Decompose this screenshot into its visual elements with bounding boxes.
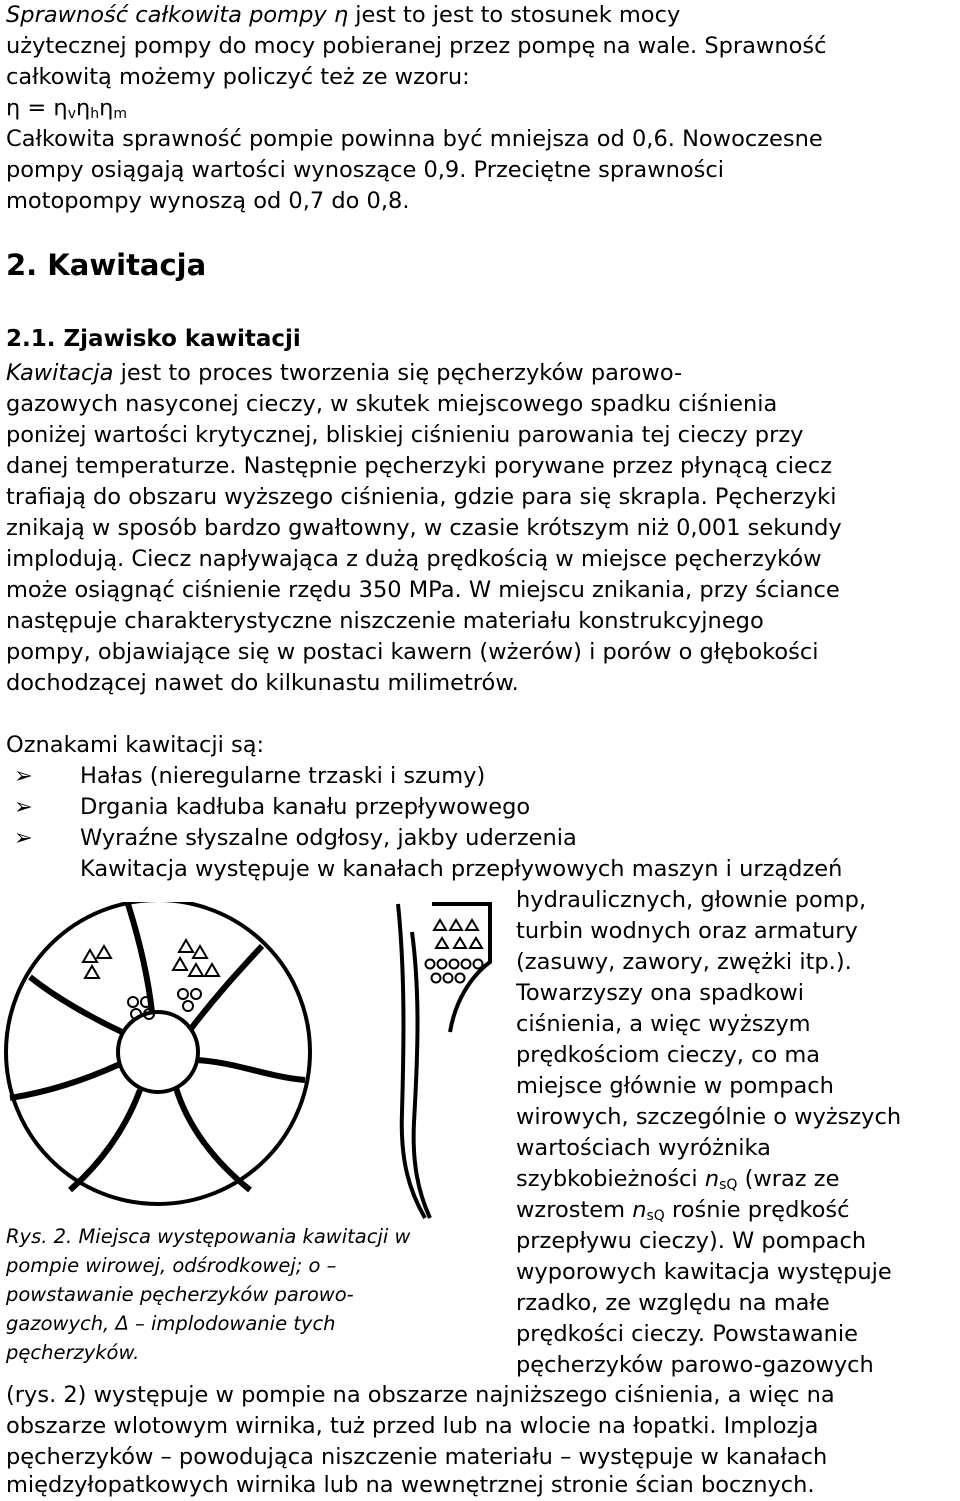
para2-full-4: międzyłopatkowych wirnika lub na wewnętrznej stronie ścian bocznych. — [6, 1472, 815, 1498]
term-kawitacja: Kawitacja — [6, 360, 114, 386]
implosion-triangle-icon — [450, 920, 462, 930]
para2-full-2: obszarze wlotowym wirnika, tuż przed lub na wlocie na łopatki. Implozja — [6, 1413, 819, 1439]
implosion-triangle-icon — [193, 946, 207, 958]
impeller-blade — [10, 1064, 120, 1098]
para1-line-10: pompy, objawiające się w postaci kawern (wżerów) i porów o głębokości — [6, 639, 819, 665]
intro-line-7: motopompy wynoszą od 0,7 do 0,8. — [6, 188, 410, 214]
implosion-triangle-icon — [466, 920, 478, 930]
figure-caption-line-4: gazowych, Δ – implodowanie tych — [6, 1312, 336, 1335]
para2-full-3: pęcherzyków – powodująca niszczenie materiału – występuje w kanałach — [6, 1444, 828, 1470]
sign-text: Drgania kadłuba kanału przepływowego — [80, 794, 531, 820]
implosion-triangle-icon — [179, 940, 193, 952]
figure-caption-line-5: pęcherzyków. — [6, 1341, 140, 1364]
text: szybkobieżności — [516, 1166, 705, 1192]
para2-right-6: prędkościom cieczy, co ma — [516, 1042, 821, 1068]
figure-caption-line-3: powstawanie pęcherzyków parowo- — [6, 1283, 354, 1306]
formula-eta-h: η — [75, 95, 91, 121]
para1-line-7: implodują. Ciecz napływająca z dużą prędkością w miejsce pęcherzyków — [6, 546, 822, 572]
text: (wraz ze — [737, 1166, 840, 1192]
cross-section-markers — [426, 920, 483, 983]
intro-line-6: pompy osiągają wartości wynoszące 0,9. Przeciętne sprawności — [6, 157, 724, 183]
figure-caption-line-2: pompie wirowej, odśrodkowej; o – — [6, 1254, 337, 1277]
symbol-sub: sQ — [646, 1208, 665, 1224]
para2-right-7: miejsce głównie w pompach — [516, 1073, 834, 1099]
para2-full-1: (rys. 2) występuje w pompie na obszarze najniższego ciśnienia, a więc na — [6, 1382, 835, 1408]
intro-line-3: całkowitą możemy policzyć też ze wzoru: — [6, 64, 470, 90]
bubble-icon — [178, 989, 188, 999]
impeller-blade — [196, 1060, 305, 1080]
formula-sub-m: m — [113, 106, 128, 122]
sign-text: Wyraźne słyszalne odgłosy, jakby uderzenia — [80, 825, 577, 851]
intro-line-2: użytecznej pompy do mocy pobieranej przez pompę na wale. Sprawność — [6, 33, 827, 59]
pump-cross-section — [398, 904, 490, 1218]
impeller-outline — [6, 902, 310, 1204]
para2-right-15: prędkości cieczy. Powstawanie — [516, 1321, 859, 1347]
impeller-blade — [128, 904, 152, 1012]
implosion-triangle-icon — [434, 920, 446, 930]
symbol-sub: sQ — [719, 1177, 738, 1193]
bubble-icon — [128, 997, 138, 1007]
arrow-bullet-icon: ➢ — [14, 763, 33, 789]
para2-right-12: przepływu cieczy). W pompach — [516, 1228, 867, 1254]
sign-text: Hałas (nieregularne trzaski i szumy) — [80, 763, 486, 789]
para2-right-14: rzadko, ze względu na małe — [516, 1290, 830, 1316]
implosion-triangle-icon — [454, 938, 466, 948]
bubble-icon — [474, 960, 483, 969]
bubble-icon — [462, 960, 471, 969]
para2-right-16: pęcherzyków parowo-gazowych — [516, 1352, 874, 1378]
impeller-blades — [10, 904, 305, 1190]
para2-line-1: Kawitacja występuje w kanałach przepływowych maszyn i urządzeń — [80, 856, 843, 882]
formula-eta: η = η — [6, 95, 68, 121]
impeller-eye — [118, 1012, 198, 1092]
bubble-icon — [183, 1001, 193, 1011]
para2-right-13: wyporowych kawitacja występuje — [516, 1259, 892, 1285]
implosion-triangle-icon — [85, 966, 99, 978]
housing-wall — [398, 904, 425, 1218]
bubble-icon — [426, 960, 435, 969]
para1-line-11: dochodzącej nawet do kilkunastu milimetrów. — [6, 670, 519, 696]
para1-line-8: może osiągnąć ciśnienie rzędu 350 MPa. W miejscu znikania, przy ściance — [6, 577, 840, 603]
implosion-triangle-icon — [83, 950, 97, 962]
symbol-n: n — [632, 1197, 647, 1223]
implosion-triangle-icon — [205, 964, 219, 976]
para2-right-2: turbin wodnych oraz armatury — [516, 918, 858, 944]
subsection-title: 2.1. Zjawisko kawitacji — [6, 326, 301, 352]
symbol-n: n — [704, 1166, 720, 1192]
impeller-blade — [176, 1088, 250, 1190]
para2-right-1: hydraulicznych, głownie pomp, — [516, 887, 867, 913]
signs-heading: Oznakami kawitacji są: — [6, 732, 265, 758]
implosion-triangle-icon — [97, 946, 111, 958]
bubble-icon — [444, 974, 453, 983]
sign-item — [14, 761, 485, 792]
bubble-icon — [432, 974, 441, 983]
intro-emphasis: Sprawność całkowita pompy η — [6, 2, 349, 28]
para1-line-9: następuje charakterystyczne niszczenie materiału konstrukcyjnego — [6, 608, 764, 634]
bubble-icon — [450, 960, 459, 969]
bubble-icon — [438, 960, 447, 969]
para2-right-4: Towarzyszy ona spadkowi — [516, 980, 804, 1006]
implosion-triangle-icon — [470, 938, 482, 948]
implosion-triangle-icon — [436, 938, 448, 948]
sign-item — [14, 823, 577, 854]
formula-sub-h: h — [90, 106, 100, 122]
implosion-triangle-icon — [189, 964, 203, 976]
impeller-blade — [70, 1090, 140, 1190]
impeller-shroud — [412, 932, 430, 1218]
impeller-figure — [0, 902, 508, 1220]
para1-line-5: trafiają do obszaru wyższego ciśnienia, gdzie para się skrapla. Pęcherzyki — [6, 484, 837, 510]
sign-item — [14, 792, 530, 823]
intro-line-5: Całkowita sprawność pompie powinna być mniejsza od 0,6. Nowoczesne — [6, 126, 823, 152]
figure-caption-line-1: Rys. 2. Miejsca występowania kawitacji w — [6, 1225, 411, 1248]
para2-right-3: (zasuwy, zawory, zwężki itp.). — [516, 949, 852, 975]
formula-eta-m: η — [99, 95, 114, 121]
para1-line-6: znikają w sposób bardzo gwałtowny, w czasie krótszym niż 0,001 sekundy — [6, 515, 842, 541]
para1-line-4: danej temperaturze. Następnie pęcherzyki porywane przez płynącą ciecz — [6, 453, 833, 479]
para1-line-1 — [6, 358, 682, 389]
implosion-triangle-icon — [173, 958, 187, 970]
intro-text: jest to jest to stosunek mocy — [348, 2, 681, 28]
arrow-bullet-icon: ➢ — [14, 825, 33, 851]
text: wzrostem — [516, 1197, 633, 1223]
bubble-icon — [191, 989, 201, 999]
para2-right-8: wirowych, szczególnie o wyższych — [516, 1104, 902, 1130]
para1-line-3: poniżej wartości krytycznej, bliskiej ciśnieniu parowania tej cieczy przy — [6, 422, 804, 448]
arrow-bullet-icon: ➢ — [14, 794, 33, 820]
para1-text: jest to proces tworzenia się pęcherzyków parowo- — [113, 360, 683, 386]
formula-sub-v: v — [67, 106, 76, 122]
impeller-blade — [30, 977, 122, 1032]
text: rośnie prędkość — [664, 1197, 850, 1223]
section-title: 2. Kawitacja — [6, 248, 207, 282]
intro-line-1 — [6, 0, 680, 31]
bubble-icon — [456, 974, 465, 983]
para1-line-2: gazowych nasyconej cieczy, w skutek miejscowego spadku ciśnienia — [6, 391, 778, 417]
para2-right-5: ciśnienia, a więc wyższym — [516, 1011, 811, 1037]
para2-right-9: wartościach wyróżnika — [516, 1135, 771, 1161]
